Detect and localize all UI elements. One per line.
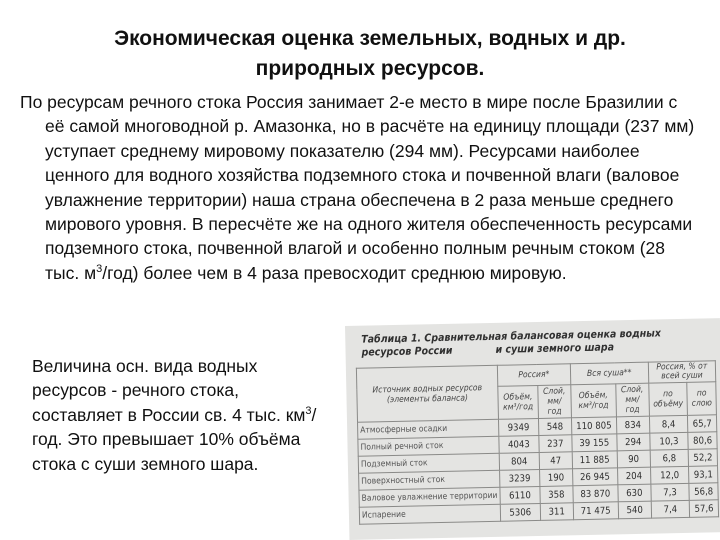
scanned-table-image xyxy=(345,318,720,540)
table-cell: 39 155 xyxy=(572,434,617,452)
main-paragraph xyxy=(20,90,700,285)
table-header-percent: Россия, % от всей суши xyxy=(648,361,716,383)
table-cell: 57,6 xyxy=(689,500,718,518)
table-cell: 311 xyxy=(540,503,573,521)
table-cell: 834 xyxy=(616,416,649,434)
table-header-land: Вся суша** xyxy=(570,362,648,385)
table-cell: 11 885 xyxy=(572,451,617,469)
table-cell: 80,6 xyxy=(688,432,717,450)
table-cell: 358 xyxy=(540,486,573,504)
table-subheader: Объём, км³/год xyxy=(570,384,616,418)
row-label: Испарение xyxy=(359,504,500,524)
table-cell: 52,2 xyxy=(688,449,717,467)
row-label: Поверхностный сток xyxy=(359,470,500,490)
row-label: Атмосферные осадки xyxy=(358,419,499,439)
table-cell: 540 xyxy=(618,501,651,519)
water-resources-table xyxy=(356,360,719,525)
table-cell: 190 xyxy=(539,469,572,487)
table-cell: 7,4 xyxy=(651,500,690,518)
table-cell: 8,4 xyxy=(649,415,688,433)
table-cell: 65,7 xyxy=(688,415,717,433)
table-cell: 5306 xyxy=(500,503,540,521)
table-subheader: Слой, мм/год xyxy=(616,383,650,417)
table-cell: 71 475 xyxy=(573,502,618,520)
table-cell: 12,0 xyxy=(650,466,689,484)
table-header-russia: Россия* xyxy=(497,364,570,387)
table-cell: 548 xyxy=(538,418,571,436)
table-cell: 56,8 xyxy=(689,483,718,501)
table-cell: 47 xyxy=(539,452,572,470)
main-paragraph-text: По ресурсам речного стока Россия занимает 2-е место в мире после Бразилии с её самой многоводной р. Амазонка, но в расчёте на единицу площади (237 мм) уступает среднему мировому показателю (294 мм). Ресурсами наиболее ценного для водного хозяйства подземного стока и почвенной влаги (валовое увлажнение территории) наша страна обеспечена в 2 раза меньше среднего мирового уровня. В пересчёте же на одного жителя обеспеченность ресурсами подземного стока, почвенной влагой и особенно полным речным стоком (28 тыс. м xyxy=(20,92,695,283)
table-body xyxy=(358,415,719,524)
table-cell: 6110 xyxy=(500,486,540,504)
table-cell: 3239 xyxy=(499,469,539,487)
slide-title xyxy=(40,24,700,84)
table-cell: 204 xyxy=(617,467,650,485)
side-paragraph-text: Величина осн. вида водных ресурсов - речного стока, составляет в России св. 4 тыс. км xyxy=(32,356,306,425)
table-cell: 630 xyxy=(618,484,651,502)
side-paragraph xyxy=(32,354,332,476)
title-line-2: природных ресурсов. xyxy=(255,57,485,80)
side-paragraph-text-end: /год. Это превышает 10% объёма стока с суши земного шара. xyxy=(32,404,317,474)
table-cell: 7,3 xyxy=(651,483,690,501)
table-cell: 6,8 xyxy=(650,449,689,467)
table-cell: 90 xyxy=(617,450,650,468)
title-line-1: Экономическая оценка земельных, водных и др. xyxy=(114,27,626,50)
table-cell: 93,1 xyxy=(689,466,718,484)
row-label: Подземный сток xyxy=(358,453,499,473)
row-label: Полный речной сток xyxy=(358,436,499,456)
table-cell: 110 805 xyxy=(571,417,616,435)
table-cell: 10,3 xyxy=(649,432,688,450)
table-cell: 9349 xyxy=(498,418,538,436)
table-cell: 294 xyxy=(617,433,650,451)
table-cell: 237 xyxy=(539,435,572,453)
table-subheader: Слой, мм/год xyxy=(538,385,572,419)
superscript-3: 3 xyxy=(305,404,312,417)
table-cell: 26 945 xyxy=(572,468,617,486)
table-subheader: Объём, км³/год xyxy=(498,385,539,419)
table-cell: 4043 xyxy=(499,435,539,453)
table-subheader: по слою xyxy=(687,382,716,416)
table-header-source: Источник водных ресурсов (элементы баланса) xyxy=(356,365,498,422)
row-label: Валовое увлажнение территории xyxy=(359,487,500,507)
table-caption-line-2: и суши земного шара xyxy=(495,341,615,356)
main-paragraph-text-end: /год) более чем в 4 раза превосходит среднюю мировую. xyxy=(102,262,567,283)
table-caption: Таблица 1. Сравнительная балансовая оценка водных ресурсов России xyxy=(361,327,661,359)
table-subheader: по объёму xyxy=(648,382,687,416)
table-cell: 804 xyxy=(499,452,539,470)
table-cell: 83 870 xyxy=(573,485,618,503)
superscript-3: 3 xyxy=(96,263,103,276)
